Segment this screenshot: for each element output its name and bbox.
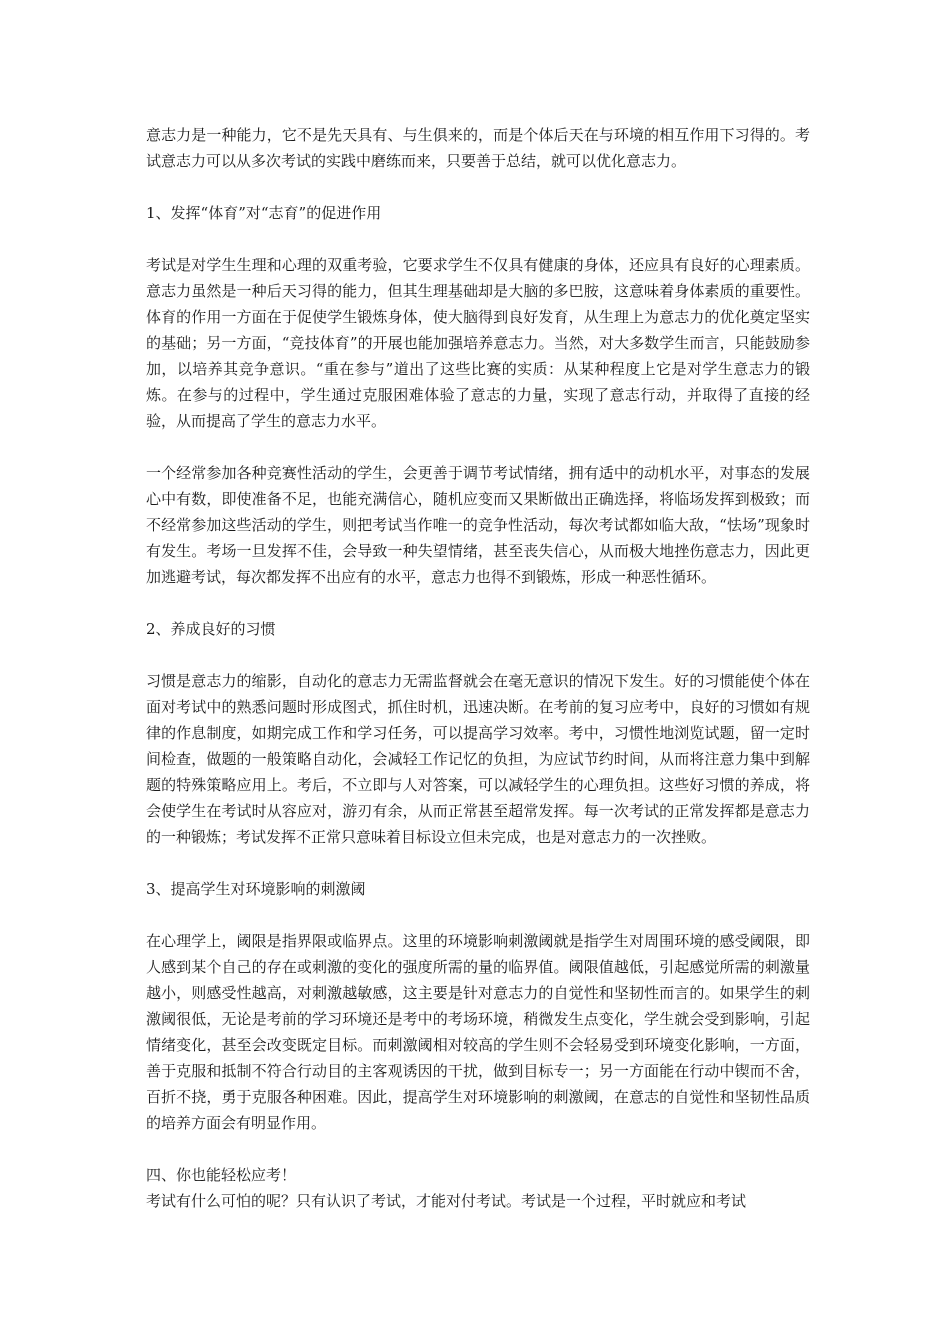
document-body xyxy=(146,122,810,1240)
heading-section-3: 3、提高学生对环境影响的刺激阈 xyxy=(146,880,366,898)
heading-section-1: 1、发挥“体育”对“志育”的促进作用 xyxy=(146,204,382,222)
heading-section-2: 2、养成良好的习惯 xyxy=(146,620,276,638)
paragraph-sports-1: 考试是对学生生理和心理的双重考验，它要求学生不仅具有健康的身体，还应具有良好的心理素质。意志力虽然是一种后天习得的能力，但其生理基础却是大脑的多巴胺，这意味着身体素质的重要性。体育的作用一方面在于促使学生锻炼身体，使大脑得到良好发育，从生理上为意志力的优化奠定坚实的基础；另一方面，“竞技体育”的开展也能加强培养意志力。当然，对大多数学生而言，只能鼓励参加，以培养其竞争意识。“重在参与”道出了这些比赛的实质：从某种程度上它是对学生意志力的锻炼。在参与的过程中，学生通过克服困难体验了意志的力量，实现了意志行动，并取得了直接的经验，从而提高了学生的意志力水平。 xyxy=(146,256,810,430)
paragraph-easy-exam: 考试有什么可怕的呢？只有认识了考试，才能对付考试。考试是一个过程，平时就应和考试 xyxy=(146,1192,747,1210)
paragraph-habits: 习惯是意志力的缩影，自动化的意志力无需监督就会在毫无意识的情况下发生。好的习惯能使个体在面对考试中的熟悉问题时形成图式，抓住时机，迅速决断。在考前的复习应考中，良好的习惯如有规律的作息制度，如期完成工作和学习任务，可以提高学习效率。考中，习惯性地浏览试题，留一定时间检查，做题的一般策略自动化，会减轻工作记忆的负担，为应试节约时间，从而将注意力集中到解题的特殊策略应用上。考后，不立即与人对答案，可以减轻学生的心理负担。这些好习惯的养成，将会使学生在考试时从容应对，游刃有余，从而正常甚至超常发挥。每一次考试的正常发挥都是意志力的一种锻炼；考试发挥不正常只意味着目标设立但未完成，也是对意志力的一次挫败。 xyxy=(146,672,810,846)
paragraph-sports-2: 一个经常参加各种竞赛性活动的学生，会更善于调节考试情绪，拥有适中的动机水平，对事态的发展心中有数，即使准备不足，也能充满信心，随机应变而又果断做出正确选择，将临场发挥到极致；而不经常参加这些活动的学生，则把考试当作唯一的竞争性活动，每次考试都如临大敌，“怯场”现象时有发生。考场一旦发挥不佳，会导致一种失望情绪，甚至丧失信心，从而极大地挫伤意志力，因此更加逃避考试，每次都发挥不出应有的水平，意志力也得不到锻炼，形成一种恶性循环。 xyxy=(146,464,810,586)
heading-part-4: 四、你也能轻松应考！ xyxy=(146,1166,297,1184)
paragraph-intro: 意志力是一种能力，它不是先天具有、与生俱来的，而是个体后天在与环境的相互作用下习得的。考试意志力可以从多次考试的实践中磨练而来，只要善于总结，就可以优化意志力。 xyxy=(146,126,810,170)
paragraph-threshold: 在心理学上，阈限是指界限或临界点。这里的环境影响刺激阈就是指学生对周围环境的感受阈限，即人感到某个自己的存在或刺激的变化的强度所需的量的临界值。阈限值越低，引起感觉所需的刺激量越小，则感受性越高，对刺激越敏感，这主要是针对意志力的自觉性和坚韧性而言的。如果学生的刺激阈很低，无论是考前的学习环境还是考中的考场环境，稍微发生点变化，学生就会受到影响，引起情绪变化，甚至会改变既定目标。而刺激阈相对较高的学生则不会轻易受到环境变化影响，一方面，善于克服和抵制不符合行动目的主客观诱因的干扰，做到目标专一；另一方面能在行动中锲而不舍，百折不挠，勇于克服各种困难。因此，提高学生对环境影响的刺激阈，在意志的自觉性和坚韧性品质的培养方面会有明显作用。 xyxy=(146,932,810,1132)
